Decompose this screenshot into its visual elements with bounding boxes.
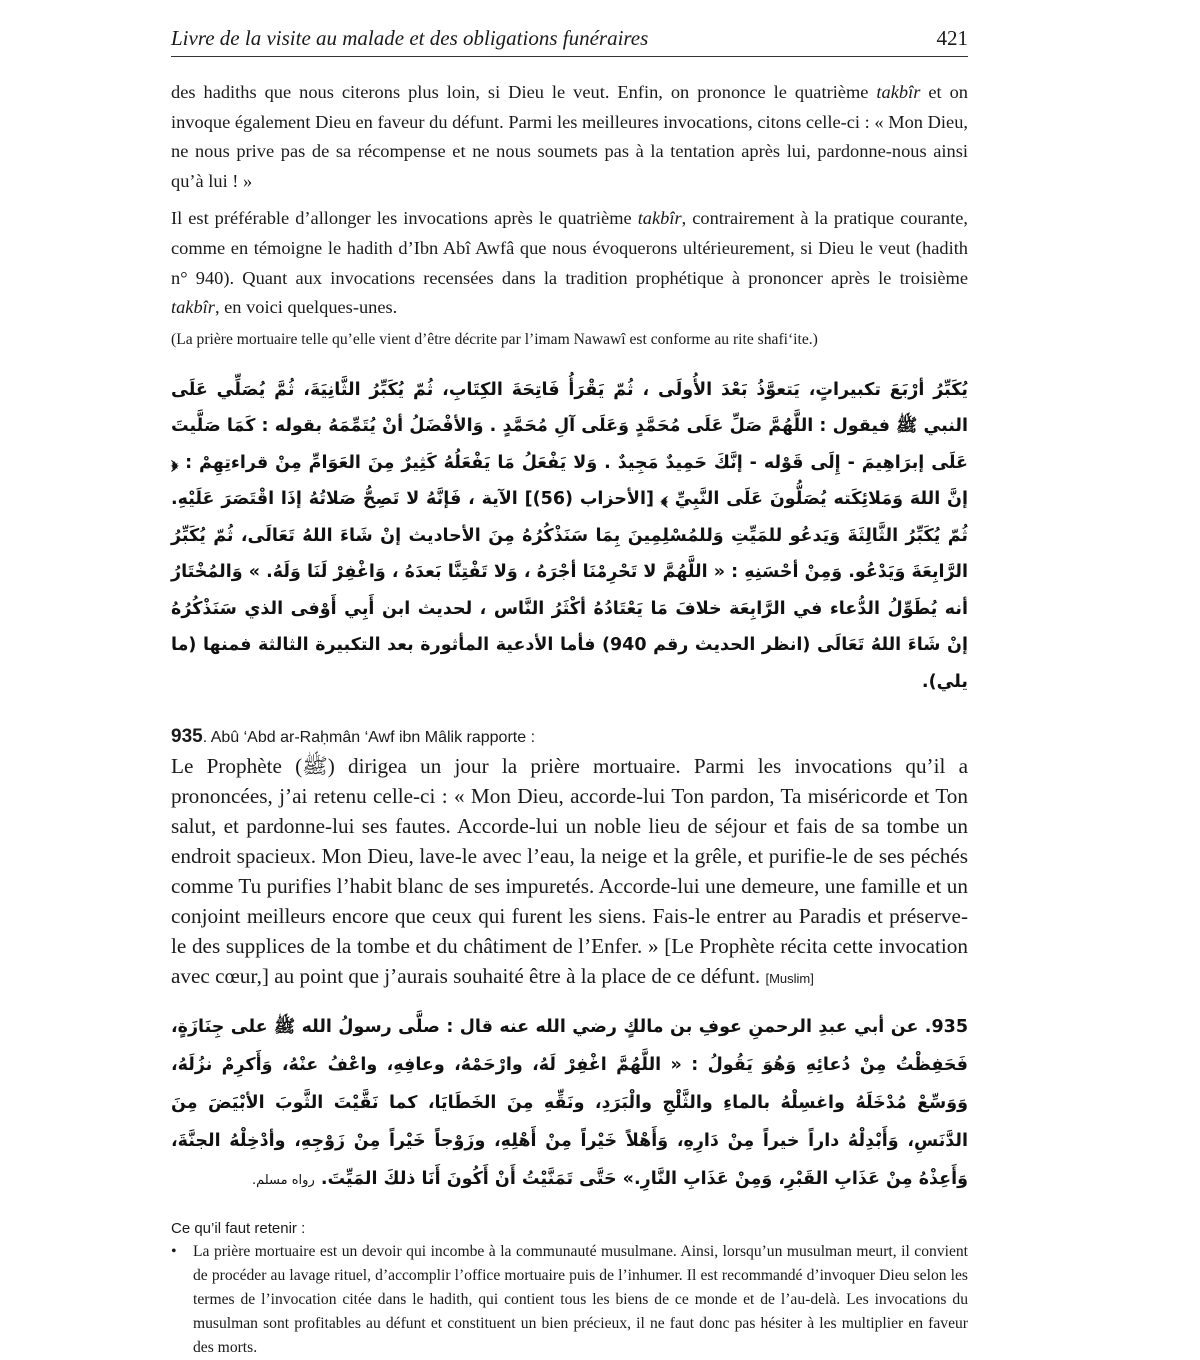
term-takbir: takbîr <box>876 82 921 102</box>
bullet-icon: • <box>171 1242 177 1260</box>
running-header <box>171 22 968 57</box>
term-takbir: takbîr <box>171 297 215 318</box>
hadith-arabic: 935. عن أبي عبدِ الرحمنِ عوفِ بن مالكٍ رضي الله عنه قال : صلَّى رسولُ الله ﷺ على جِنَازَةٍ، فَحَفِظْتُ مِنْ دُعائِهِ وَهُوَ يَقُولُ : « اللَّهُمَّ اغْفِرْ لَهُ، وارْحَمْهُ، وعافِهِ، واعْفُ عنْهُ، وَأَكرِمْ نزُلَهُ، وَوَسِّعْ مُدْخَلَهُ واغسِلْهُ بالماءِ والثَّلْجِ والْبَرَدِ، ونَقِّهِ مِنَ الخَطَايَا، كما نَقَّيْتَ الثَّوبَ الأبْيَضَ مِنَ الدَّنَسِ، وَأَبْدِلْهُ داراً خيراً مِنْ دَارِهِ، وَأَهْلاً خَيْراً مِنْ أَهْلِهِ، وزَوْجاً خَيْراً مِنْ زَوْجِهِ، وأدْخِلْهُ الجنَّةَ، وَأَعِذْهُ مِنْ عَذَابِ القَبْرِ، وَمِنْ عَذَابِ النَّارِ.» حَتَّى تَمَنَّيْتُ أَنْ أَكُونَ أَنَا ذلكَ المَيِّتَ. رواه مسلم. <box>171 1017 968 1190</box>
intro-paragraph-2: Il est préférable d’allonger les invocations après le quatrième takbîr, contrairement à la pratique courante, comme en témoigne le hadith d’Ibn Abî Awfâ que nous évoquerons ultérieurement, si Dieu le veut (hadith n° 940). Quant aux invocations recensées dans la tradition prophétique à prononcer après le troisième takbîr, en voici quelques-unes. <box>171 208 968 318</box>
running-title: Livre de la visite au malade et des obligations funéraires <box>171 26 649 50</box>
retain-bullet-text: La prière mortuaire est un devoir qui incombe à la communauté musulmane. Ainsi, lorsqu’un musulman meurt, il convient de procéder au lavage rituel, d’accomplir l’office mortuaire puis de l’inhumer. Il est recommandé d’invoquer Dieu selon les termes de l’invocation citée dans le hadith, qui contient tous les biens de ce monde et de l’au-delà. Les invocations du musulman sont profitables au défunt et constituent un bien précieux, il ne faut donc pas hésiter à les multiplier en faveur des morts. <box>193 1242 968 1356</box>
hadith-source: [Muslim] <box>765 971 814 987</box>
book-page <box>171 22 968 1360</box>
hadith-narrator: . Abû ‘Abd ar-Raḥmân ‘Awf ibn Mâlik rapporte : <box>202 729 536 747</box>
page-number: 421 <box>936 26 968 50</box>
arabic-source: رواه مسلم. <box>251 1173 315 1189</box>
intro-paragraph-1: des hadiths que nous citerons plus loin, si Dieu le veut. Enfin, on prononce le quatrième takbîr et on invoque également Dieu en faveur du défunt. Parmi les meilleures invocations, citons celle-ci : « Mon Dieu, ne nous prive pas de sa récompense et ne nous soumets pas à la tentation après lui, pardonne-nous ainsi qu’à lui ! » <box>171 82 968 191</box>
hadith-heading <box>171 726 968 749</box>
term-takbir: takbîr <box>637 208 682 229</box>
arabic-commentary: يُكَبِّرُ أرْبَعَ تكبيراتٍ، يَتعوَّذُ بَعْدَ الأُولَى ، ثُمّ يَقْرَأُ فَاتِحَةَ الكِتَابِ، ثُمّ يُكَبِّرُ الثَّانِيَةَ، ثُمَّ يُصَلِّي عَلَى النبي ﷺ فيقول : اللَّهُمَّ صَلِّ عَلَى مُحَمَّدٍ وَعَلَى آلِ مُحَمَّدٍ . وَالأفْضَلُ أنْ يُتَمِّمَهُ بقوله : كَمَا صَلَّيتَ عَلَى إبرَاهِيمَ - إِلَى قَوْله - إنَّكَ حَمِيدٌ مَجِيدٌ . وَلا يَفْعَلُ مَا يَفْعَلُهُ كَثِيرٌ مِنَ العَوَامِّ مِنْ قراءتِهِمْ : ﴿ إنَّ اللهَ وَمَلائِكَته يُصَلُّونَ عَلَى النَّبِيِّ ﴾ [الأحزاب (56)] الآية ، فَإنَّهُ لا تَصِحُّ صَلاتُهُ إذَا اقْتَصَرَ عَلَيْهِ. ثُمّ يُكَبِّرُ الثَّالِثَةَ وَيَدعُو للمَيِّتِ وَللمُسْلِمِينَ بِمَا سَنَذْكُرُهُ مِنَ الأحاديث إنْ شَاءَ اللهُ تَعَالَى، ثُمّ يُكَبِّرُ الرَّابِعَةَ وَيَدْعُو. وَمِنْ أحْسَنِهِ : « اللَّهُمَّ لا تَحْرِمْنَا أجْرَهُ ، وَلا تَفْتِنَّا بَعدَهُ ، وَاغْفِرْ لَنَا وَلَهُ. » وَالمُخْتَارُ أنه يُطَوِّلُ الدُّعاء في الرَّابِعَة خلافَ مَا يَعْتَادُهُ أكْثَرُ النَّاس ، لحديث ابن أَبِي أَوْفى الذي سَنَذْكُرُهُ إنْ شَاءَ اللهُ تَعَالَى (انظر الحديث رقم 940) فأما الأدعية المأثورة بعد التكبيرة الثالثة فمنها (ما يلي). <box>171 379 968 692</box>
retain-heading: Ce qu’il faut retenir : <box>171 1219 306 1237</box>
rite-note: (La prière mortuaire telle qu’elle vient d’être décrite par l’imam Nawawî est conforme au rite shafi‘ite.) <box>171 330 818 348</box>
retain-bullet <box>171 1240 968 1360</box>
hadith-number: 935 <box>171 726 203 748</box>
hadith-translation: Le Prophète (ﷺ) dirigea un jour la prière mortuaire. Parmi les invocations qu’il a prononcées, j’ai retenu celle-ci : « Mon Dieu, accorde-lui Ton pardon, Ta miséricorde et Ton salut, et pardonne-lui ses fautes. Accorde-lui un noble lieu de séjour et fais de sa tombe un endroit spacieux. Mon Dieu, lave-le avec l’eau, la neige et la grêle, et purifie-le de ses péchés comme Tu purifies l’habit blanc de ses impuretés. Accorde-lui une demeure, une famille et un conjoint meilleurs encore que ceux qui furent les siens. Fais-le entrer au Paradis et préserve-le des supplices de la tombe et du châtiment de l’Enfer. » [Le Prophète récita cette invocation avec cœur,] au point que j’aurais souhaité être à la place de ce défunt. [Muslim] <box>171 754 969 989</box>
